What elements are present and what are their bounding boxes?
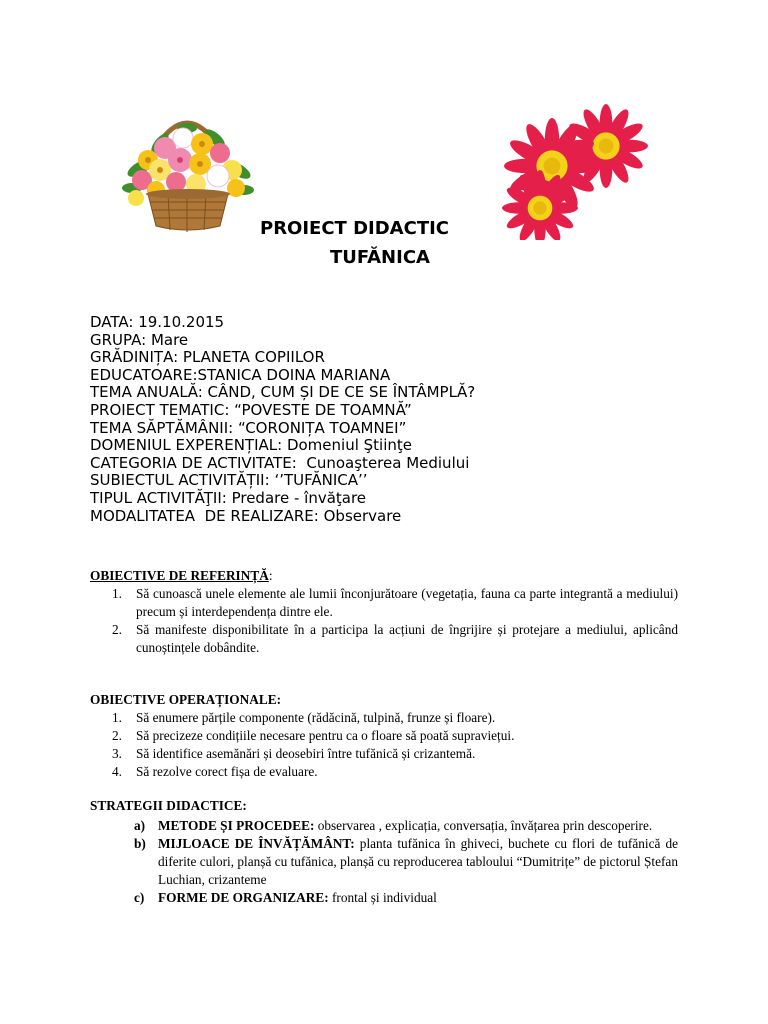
meta-line — [90, 490, 475, 508]
list-number: 4. — [112, 764, 122, 779]
page-title: PROIECT DIDACTIC — [260, 218, 450, 239]
strategy-letter: a) — [134, 818, 146, 833]
flower-basket-image — [120, 98, 255, 236]
list-text: Să enumere părțile componente (rădăcină, tulpină, frunze și floare). — [136, 710, 496, 725]
objectives-reference-heading: OBIECTIVE DE REFERINȚĂ: — [90, 568, 273, 583]
list-text: Să manifeste disponibilitate în a participa la acțiuni de îngrijire și protejare a mediului, aplicând cunoștințele dobândite. — [136, 622, 678, 655]
meta-line — [90, 508, 475, 526]
strategy-text: frontal și individual — [328, 890, 437, 905]
list-number: 3. — [112, 746, 122, 761]
list-item — [112, 709, 678, 727]
meta-value: “POVESTE DE TOAMNĂ” — [234, 400, 412, 419]
meta-label: PROIECT TEMATIC: — [90, 400, 235, 419]
list-text: Să cunoască unele elemente ale lumii înconjurătoare (vegetația, fauna ca parte integrantă a mediului) precum și interdependența dintre ele. — [136, 586, 678, 619]
strategy-label: FORME DE ORGANIZARE: — [158, 890, 329, 905]
red-daisies-image — [490, 104, 660, 240]
meta-line — [90, 314, 475, 332]
meta-label: GRUPA: — [90, 330, 151, 349]
list-item — [112, 745, 678, 763]
meta-label: TIPUL ACTIVITĂŢII: — [90, 488, 232, 507]
meta-value: CÂND, CUM ȘI DE CE SE ÎNTÂMPLĂ? — [207, 383, 476, 402]
meta-value: “CORONIȚA TOAMNEI” — [237, 418, 407, 437]
list-text: Să identifice asemănări și deosebiri între tufănică și crizantemă. — [136, 746, 476, 761]
strategy-item — [134, 835, 678, 889]
meta-line — [90, 437, 475, 455]
meta-line — [90, 455, 475, 473]
meta-label: DATA: — [90, 313, 139, 331]
meta-value: Domeniul Ştiinţe — [286, 436, 412, 455]
meta-label: EDUCATOARE: — [90, 365, 198, 384]
meta-value: PLANETA COPIILOR — [182, 348, 325, 367]
strategy-label: METODE ȘI PROCEDEE: — [158, 818, 315, 833]
list-item — [112, 727, 678, 745]
strategy-letter: c) — [134, 890, 145, 905]
strategy-label: MIJLOACE DE ÎNVĂȚĂMÂNT: — [158, 836, 355, 851]
meta-value: ‘’TUFĂNICA’’ — [274, 471, 368, 490]
meta-label: SUBIECTUL ACTIVITĂȚII: — [90, 471, 275, 490]
page-subtitle: TUFĂNICA — [330, 247, 430, 268]
meta-line — [90, 367, 475, 385]
meta-line — [90, 332, 475, 350]
meta-value: 19.10.2015 — [138, 313, 225, 331]
list-number: 1. — [112, 586, 122, 601]
list-number: 2. — [112, 622, 122, 637]
strategies-heading: STRATEGII DIDACTICE: — [90, 798, 247, 813]
meta-label: DOMENIUL EXPERENȚIAL: — [90, 436, 287, 455]
strategies-list — [134, 817, 678, 907]
strategy-text: planta tufănica în ghiveci, buchete cu flori de tufănică de diferite culori, planșă cu tufănica, planșă cu reproducerea tabloului “Dumitrițe” de pictorul Ștefan Luchian, crizanteme — [158, 836, 678, 887]
strategy-item — [134, 817, 678, 835]
meta-value: Observare — [323, 506, 402, 525]
meta-label: TEMA SĂPTĂMÂNII: — [90, 418, 238, 437]
meta-label: TEMA ANUALĂ: — [90, 383, 208, 402]
list-text: Să precizeze condițiile necesare pentru ca o floare să poată supraviețui. — [136, 728, 515, 743]
strategy-item — [134, 889, 678, 907]
meta-value: Mare — [150, 330, 189, 349]
meta-line — [90, 420, 475, 438]
list-item — [112, 585, 678, 621]
list-text: Să rezolve corect fișa de evaluare. — [136, 764, 318, 779]
meta-info-block — [90, 314, 475, 525]
list-number: 2. — [112, 728, 122, 743]
meta-label: GRĂDINIȚA: — [90, 348, 183, 367]
list-number: 1. — [112, 710, 122, 725]
meta-line — [90, 402, 475, 420]
meta-line — [90, 349, 475, 367]
meta-line — [90, 472, 475, 490]
meta-value: STANICA DOINA MARIANA — [197, 365, 391, 384]
list-item — [112, 621, 678, 657]
strategy-text: observarea , explicația, conversația, învățarea prin descoperire. — [314, 818, 653, 833]
meta-label: MODALITATEA DE REALIZARE: — [90, 506, 324, 525]
objectives-reference-list — [112, 585, 678, 657]
strategy-letter: b) — [134, 836, 146, 851]
meta-value: Predare - învăţare — [231, 488, 367, 507]
meta-value: Cunoaşterea Mediului — [306, 453, 470, 472]
objectives-operational-list — [112, 709, 678, 781]
meta-line — [90, 384, 475, 402]
objectives-operational-heading: OBIECTIVE OPERAȚIONALE: — [90, 692, 281, 707]
list-item — [112, 763, 678, 781]
meta-label: CATEGORIA DE ACTIVITATE: — [90, 453, 307, 472]
